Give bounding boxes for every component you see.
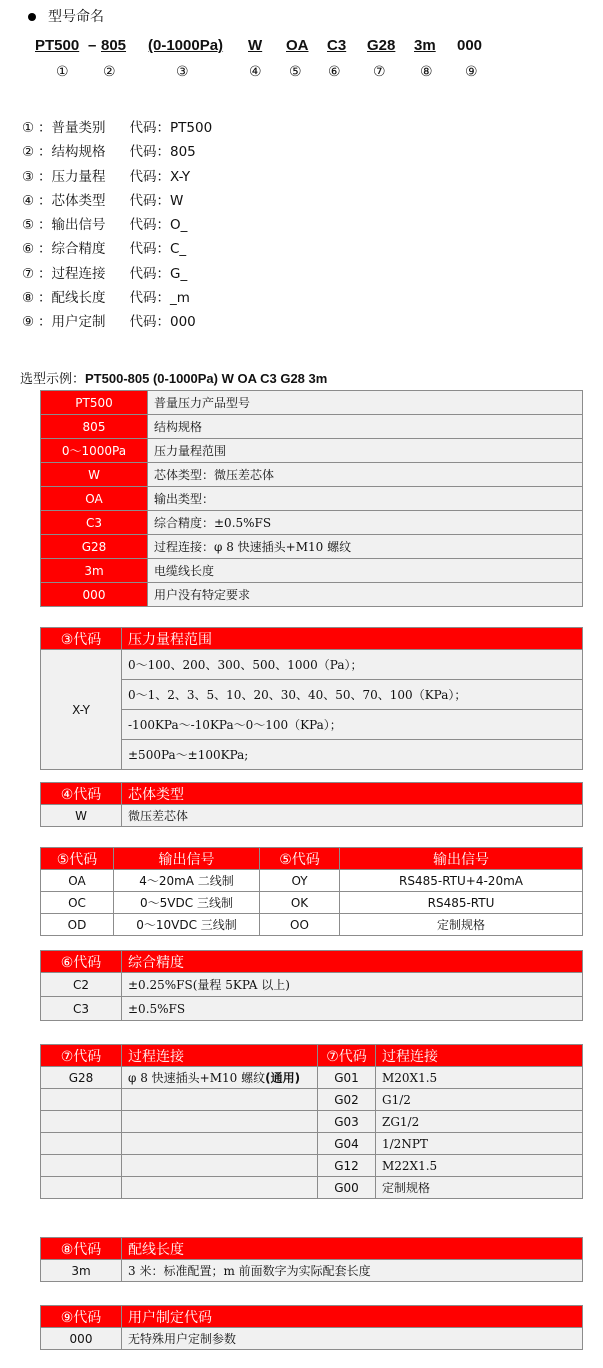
cable-table [40, 1237, 583, 1282]
table-row [41, 535, 583, 559]
legend-name: 配线长度 [51, 290, 106, 307]
example-model: PT500-805 (0-1000Pa) W OA C3 G28 3m [85, 371, 328, 386]
table-row [41, 805, 583, 827]
output-code: OK [260, 892, 340, 914]
range-code: X-Y [41, 650, 122, 770]
table-header: ④代码 [41, 783, 122, 805]
table-row [41, 487, 583, 511]
table-header: ⑤代码 [260, 848, 340, 870]
table-header: 压力量程范围 [122, 628, 583, 650]
legend-code: 代码：O_ [129, 217, 188, 234]
table-row [41, 973, 583, 997]
table-row [41, 740, 583, 770]
output-desc: RS485-RTU [340, 892, 583, 914]
process-code: G03 [318, 1111, 376, 1133]
model-part-output: OA [286, 37, 309, 54]
custom-code: 000 [41, 1328, 122, 1350]
table-row [41, 650, 583, 680]
table-row [41, 914, 583, 936]
cable-code: 3m [41, 1260, 122, 1282]
process-table [40, 1044, 583, 1199]
process-desc-bold: (通用) [265, 1071, 301, 1085]
range-table [40, 627, 583, 770]
core-code: W [41, 805, 122, 827]
table-header: ⑥代码 [41, 951, 122, 973]
table-row [41, 1155, 583, 1177]
legend-name: 用户定制 [51, 314, 106, 331]
table-header: ⑤代码 [41, 848, 114, 870]
legend-code: 代码：C_ [129, 241, 187, 258]
table-row [41, 463, 583, 487]
index-3: ③ [176, 64, 189, 80]
process-desc: 1/2NPT [376, 1133, 583, 1155]
table-header: 芯体类型 [122, 783, 583, 805]
process-empty [122, 1133, 318, 1155]
legend-code: 代码：PT500 [129, 120, 213, 136]
custom-desc: 无特殊用户定制参数 [122, 1328, 583, 1350]
bullet-icon [28, 13, 36, 21]
table-header-row [41, 1238, 583, 1260]
example-code: 3m [41, 559, 148, 583]
output-code: OC [41, 892, 114, 914]
process-desc-text: φ 8 快速插头+M10 螺纹 [128, 1071, 266, 1085]
legend-row: ⑦ ：过程连接 代码：G_ [22, 262, 212, 286]
model-part-pt500: PT500 [35, 37, 80, 54]
legend-num: ③ [22, 168, 35, 185]
example-desc: 综合精度：±0.5%FS [148, 511, 583, 535]
index-2: ② [103, 64, 116, 80]
table-row [41, 439, 583, 463]
process-empty [122, 1155, 318, 1177]
legend-row: ⑧ ：配线长度 代码：_m [22, 286, 212, 310]
cable-desc: 3 米：标准配置；m 前面数字为实际配套长度 [122, 1260, 583, 1282]
example-desc: 电缆线长度 [148, 559, 583, 583]
index-7: ⑦ [373, 64, 386, 80]
output-code: OO [260, 914, 340, 936]
example-code: 805 [41, 415, 148, 439]
model-part-dash: – [88, 37, 97, 54]
accuracy-table [40, 950, 583, 1021]
process-code: G00 [318, 1177, 376, 1199]
legend-num: ⑨ [22, 314, 35, 331]
model-part-805: 805 [101, 37, 127, 54]
output-desc: 0～10VDC 三线制 [114, 914, 260, 936]
legend-code: 代码：G_ [129, 265, 188, 282]
range-line: ±500Pa～±100KPa; [122, 740, 583, 770]
process-code: G04 [318, 1133, 376, 1155]
example-desc: 用户没有特定要求 [148, 583, 583, 607]
legend-code: 代码：000 [129, 314, 196, 331]
process-code: G02 [318, 1089, 376, 1111]
example-desc: 普量压力产品型号 [148, 391, 583, 415]
accuracy-desc: ±0.25%FS(量程 5KPA 以上) [122, 973, 583, 997]
legend-row: ⑨ ：用户定制 代码：000 [22, 310, 212, 334]
section-title: 型号命名 [48, 9, 104, 25]
process-empty [122, 1111, 318, 1133]
example-heading [20, 368, 327, 387]
table-header: 配线长度 [122, 1238, 583, 1260]
example-desc: 过程连接：φ 8 快速插头+M10 螺纹 [148, 535, 583, 559]
process-empty [41, 1111, 122, 1133]
example-code: 0～1000Pa [41, 439, 148, 463]
example-table [40, 390, 583, 607]
process-empty [41, 1177, 122, 1199]
table-header: ③代码 [41, 628, 122, 650]
model-part-core: W [248, 37, 263, 54]
legend-name: 普量类别 [51, 120, 106, 136]
table-row [41, 583, 583, 607]
table-row [41, 415, 583, 439]
table-header: ⑨代码 [41, 1306, 122, 1328]
output-code: OA [41, 870, 114, 892]
process-desc [122, 1067, 318, 1089]
table-header-row [41, 951, 583, 973]
legend-row: ⑥ ：综合精度 代码：C_ [22, 237, 212, 261]
accuracy-desc: ±0.5%FS [122, 997, 583, 1021]
table-row [41, 1260, 583, 1282]
table-row [41, 997, 583, 1021]
table-row [41, 391, 583, 415]
legend-row: ⑤ ：输出信号 代码：O_ [22, 213, 212, 237]
example-code: C3 [41, 511, 148, 535]
process-empty [41, 1089, 122, 1111]
legend-name: 压力量程 [51, 168, 106, 185]
example-code: PT500 [41, 391, 148, 415]
legend-num: ④ [22, 192, 35, 209]
table-row [41, 710, 583, 740]
example-desc: 芯体类型：微压差芯体 [148, 463, 583, 487]
code-legend [22, 116, 212, 335]
index-8: ⑧ [420, 64, 433, 80]
table-header: 用户制定代码 [122, 1306, 583, 1328]
legend-code: 代码：W [129, 192, 184, 209]
legend-num: ⑤ [22, 217, 35, 234]
process-desc: G1/2 [376, 1089, 583, 1111]
output-desc: 4～20mA 二线制 [114, 870, 260, 892]
legend-num: ① [22, 120, 35, 136]
legend-name: 过程连接 [51, 265, 106, 282]
range-line: -100KPa～-10KPa～0～100（KPa）； [122, 710, 583, 740]
output-desc: 定制规格 [340, 914, 583, 936]
table-row [41, 1089, 583, 1111]
legend-name: 芯体类型 [51, 192, 106, 209]
table-header-row [41, 1306, 583, 1328]
table-header-row [41, 1045, 583, 1067]
legend-code: 代码：805 [129, 144, 196, 161]
table-header: 输出信号 [114, 848, 260, 870]
core-desc: 微压差芯体 [122, 805, 583, 827]
legend-row: ④ ：芯体类型 代码：W [22, 189, 212, 213]
output-code: OD [41, 914, 114, 936]
table-row [41, 870, 583, 892]
table-row [41, 511, 583, 535]
legend-num: ⑧ [22, 290, 35, 307]
table-row [41, 1111, 583, 1133]
example-code: 000 [41, 583, 148, 607]
legend-name: 输出信号 [51, 217, 106, 234]
model-part-custom: 000 [457, 37, 483, 54]
range-line: 0～1、2、3、5、10、20、30、40、50、70、100（KPa）； [122, 680, 583, 710]
process-empty [41, 1155, 122, 1177]
table-row [41, 892, 583, 914]
index-9: ⑨ [465, 64, 478, 80]
table-row [41, 1067, 583, 1089]
index-1: ① [56, 64, 69, 80]
process-desc: M20X1.5 [376, 1067, 583, 1089]
legend-code: 代码：_m [129, 290, 190, 307]
example-code: W [41, 463, 148, 487]
example-desc: 输出类型： [148, 487, 583, 511]
legend-num: ② [22, 144, 35, 161]
output-desc: RS485-RTU+4-20mA [340, 870, 583, 892]
table-header: 综合精度 [122, 951, 583, 973]
table-header: 过程连接 [376, 1045, 583, 1067]
output-code: OY [260, 870, 340, 892]
legend-name: 综合精度 [51, 241, 106, 258]
process-desc: M22X1.5 [376, 1155, 583, 1177]
table-header-row [41, 628, 583, 650]
model-part-range: (0-1000Pa) [148, 37, 224, 54]
table-row [41, 1328, 583, 1350]
process-code: G12 [318, 1155, 376, 1177]
process-empty [122, 1177, 318, 1199]
table-header: ⑦代码 [41, 1045, 122, 1067]
process-code: G01 [318, 1067, 376, 1089]
table-row [41, 1177, 583, 1199]
index-5: ⑤ [289, 64, 302, 80]
process-code: G28 [41, 1067, 122, 1089]
table-header: ⑦代码 [318, 1045, 376, 1067]
output-table [40, 847, 583, 936]
legend-row: ③ ：压力量程 代码：X-Y [22, 165, 212, 189]
table-header: 输出信号 [340, 848, 583, 870]
table-row [41, 559, 583, 583]
legend-code: 代码：X-Y [129, 168, 191, 185]
table-header: ⑧代码 [41, 1238, 122, 1260]
accuracy-code: C3 [41, 997, 122, 1021]
table-header-row [41, 783, 583, 805]
range-line: 0～100、200、300、500、1000（Pa）； [122, 650, 583, 680]
process-desc: ZG1/2 [376, 1111, 583, 1133]
table-header: 过程连接 [122, 1045, 318, 1067]
model-part-cable: 3m [414, 37, 436, 54]
legend-row: ① ：普量类别 代码：PT500 [22, 116, 212, 140]
process-empty [122, 1089, 318, 1111]
section-heading [28, 6, 104, 26]
legend-name: 结构规格 [51, 144, 106, 161]
index-6: ⑥ [328, 64, 341, 80]
legend-num: ⑥ [22, 241, 35, 258]
process-desc: 定制规格 [376, 1177, 583, 1199]
legend-num: ⑦ [22, 265, 35, 282]
legend-row: ② ：结构规格 代码：805 [22, 140, 212, 164]
example-desc: 压力量程范围 [148, 439, 583, 463]
index-4: ④ [249, 64, 262, 80]
example-label: 选型示例： [20, 372, 86, 387]
table-row [41, 1133, 583, 1155]
custom-table [40, 1305, 583, 1350]
example-code: G28 [41, 535, 148, 559]
example-desc: 结构规格 [148, 415, 583, 439]
model-part-accuracy: C3 [327, 37, 347, 54]
model-part-connection: G28 [367, 37, 396, 54]
table-row [41, 680, 583, 710]
table-header-row [41, 848, 583, 870]
accuracy-code: C2 [41, 973, 122, 997]
core-table [40, 782, 583, 827]
output-desc: 0～5VDC 三线制 [114, 892, 260, 914]
process-empty [41, 1133, 122, 1155]
example-code: OA [41, 487, 148, 511]
